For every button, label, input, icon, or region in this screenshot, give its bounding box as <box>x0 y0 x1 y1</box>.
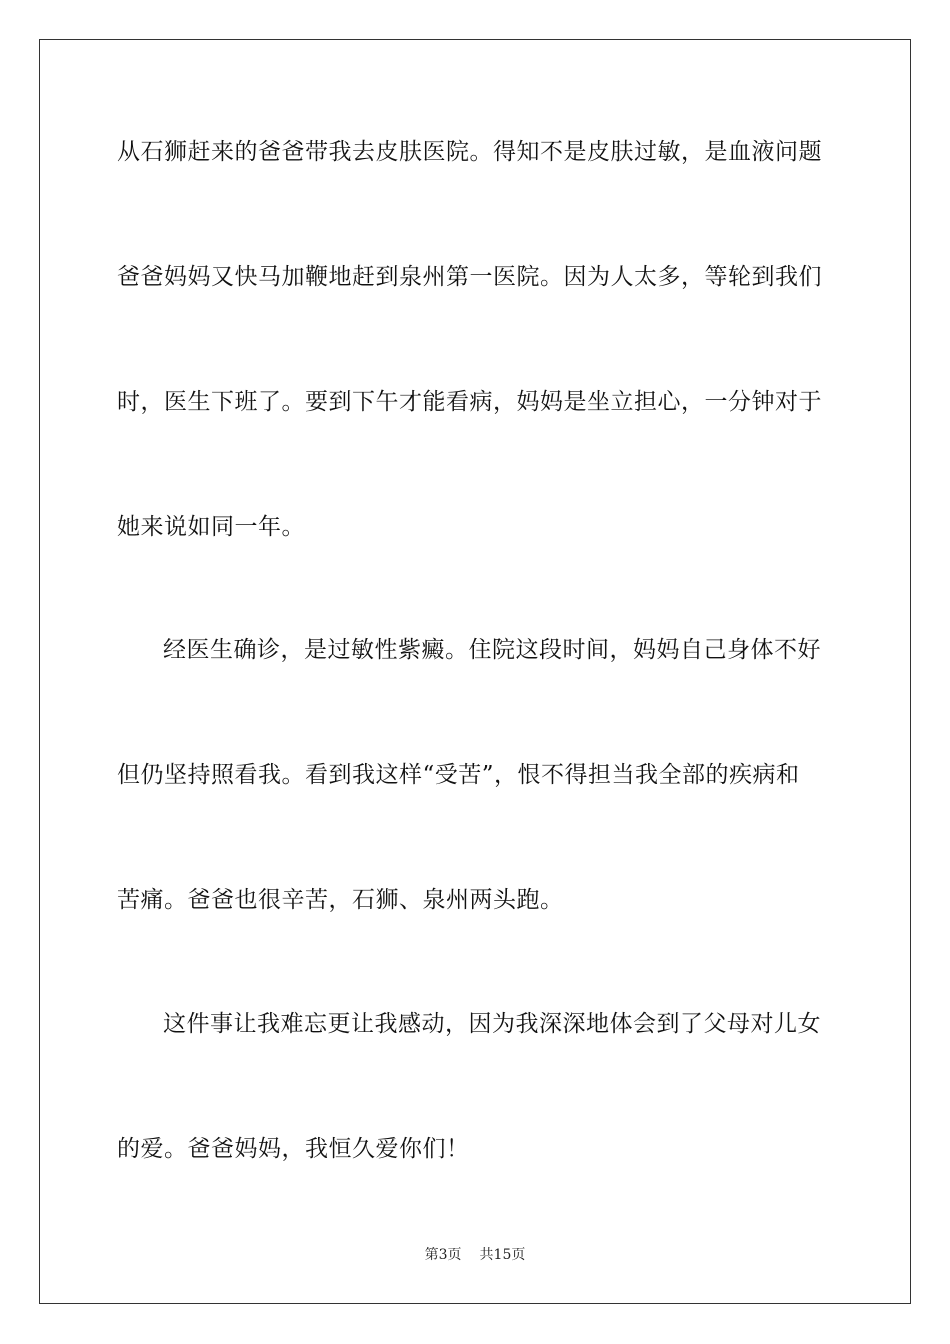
body-text-line: 的爱。爸爸妈妈，我恒久爱你们！ <box>117 1136 470 1162</box>
body-text-line: 时，医生下班了。要到下午才能看病，妈妈是坐立担心，一分钟对于 <box>117 389 822 415</box>
body-text-line: 但仍坚持照看我。看到我这样“受苦”，恨不得担当我全部的疾病和 <box>117 762 800 788</box>
paragraph-first-line: 经医生确诊，是过敏性紫癜。住院这段时间，妈妈自己身体不好 <box>163 637 821 663</box>
page-footer <box>0 1246 950 1264</box>
paragraph-first-line: 这件事让我难忘更让我感动，因为我深深地体会到了父母对儿女 <box>163 1011 821 1037</box>
total-pages: 共15页 <box>479 1247 526 1263</box>
page-border <box>39 39 911 1304</box>
body-text-line: 苦痛。爸爸也很辛苦，石狮、泉州两头跑。 <box>117 887 564 913</box>
body-text-line: 从石狮赶来的爸爸带我去皮肤医院。得知不是皮肤过敏，是血液问题 <box>117 139 822 165</box>
page-number: 第3页 <box>424 1247 462 1263</box>
body-text-line: 爸爸妈妈又快马加鞭地赶到泉州第一医院。因为人太多，等轮到我们 <box>117 264 822 290</box>
body-text-line: 她来说如同一年。 <box>117 514 305 540</box>
